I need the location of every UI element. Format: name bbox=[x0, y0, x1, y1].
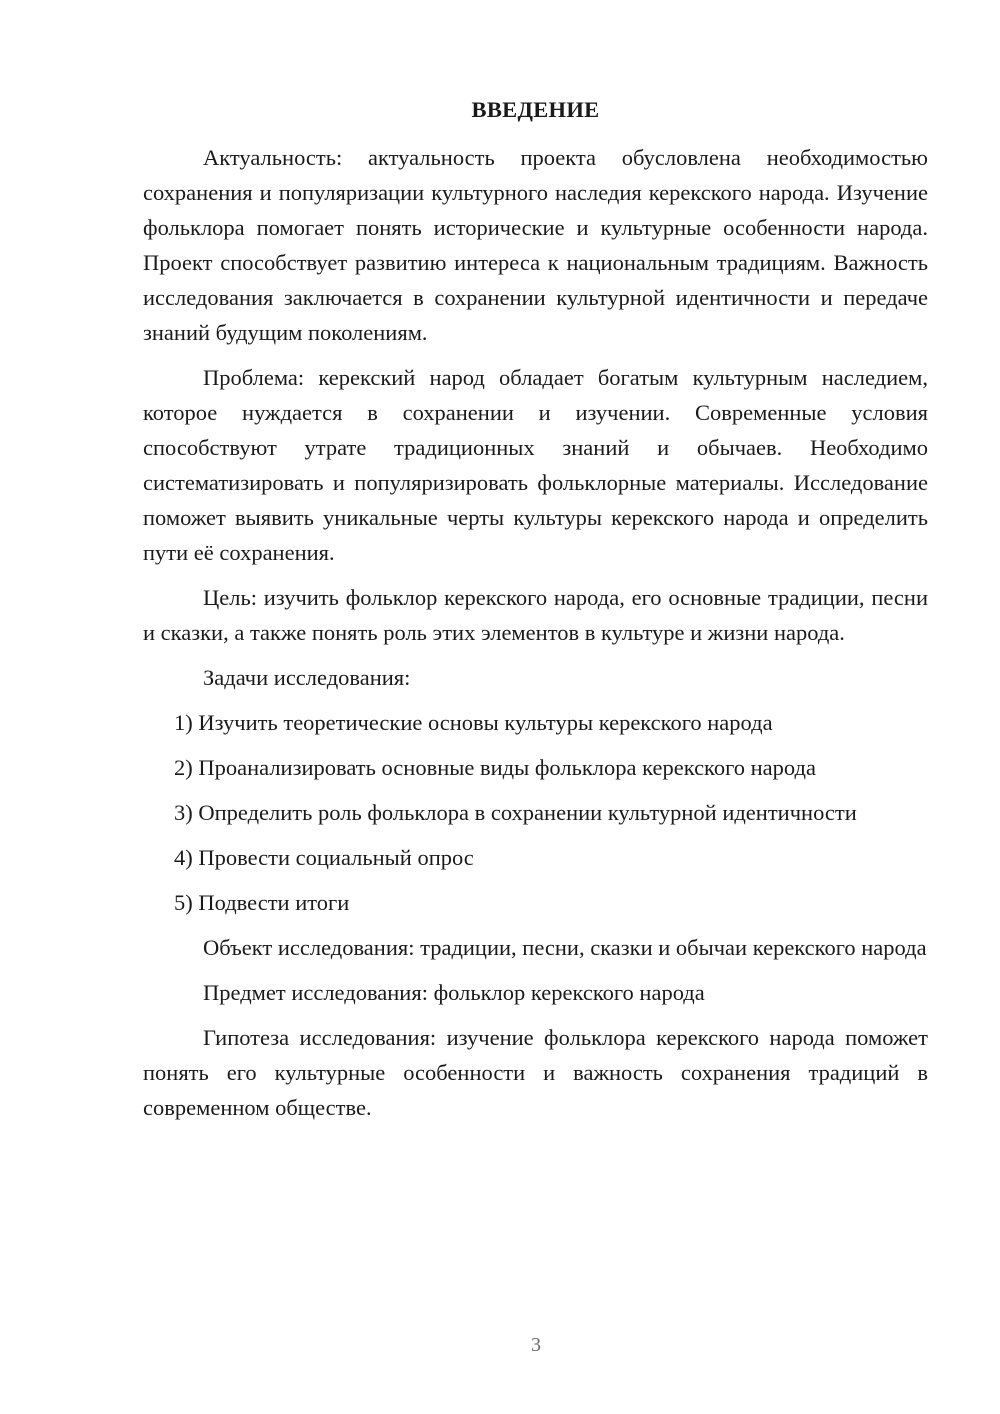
tasks-heading: Задачи исследования: bbox=[203, 665, 411, 690]
page-content bbox=[143, 96, 928, 1135]
page-number: 3 bbox=[531, 1334, 541, 1356]
paragraph-relevance: Актуальность: актуальность проекта обусловлена необходимостью сохранения и популяризации культурного наследия керекского народа. Изучение фольклора помогает понять исторические и культурные особенности народа. Проект способствует развитию интереса к национальным традициям. Важность исследования заключается в сохранении культурной идентичности и передаче знаний будущим поколениям. bbox=[143, 145, 928, 345]
paragraph-goal: Цель: изучить фольклор керекского народа, его основные традиции, песни и сказки, а также понять роль этих элементов в культуре и жизни народа. bbox=[143, 585, 928, 645]
list-item: 5) Подвести итоги bbox=[174, 890, 350, 915]
list-item: 3) Определить роль фольклора в сохранении культурной идентичности bbox=[174, 800, 857, 825]
tasks-list bbox=[143, 705, 928, 920]
list-item: 4) Провести социальный опрос bbox=[174, 845, 474, 870]
paragraph-hypothesis: Гипотеза исследования: изучение фольклора керекского народа поможет понять его культурные особенности и важность сохранения традиций в современном обществе. bbox=[143, 1025, 928, 1120]
paragraph-problem: Проблема: керекский народ обладает богатым культурным наследием, которое нуждается в сохранении и изучении. Современные условия способствуют утрате традиционных знаний и обычаев. Необходимо систематизировать и популяризировать фольклорные материалы. Исследование поможет выявить уникальные черты культуры керекского народа и определить пути её сохранения. bbox=[143, 365, 928, 565]
page-title: ВВЕДЕНИЕ bbox=[471, 97, 600, 122]
list-item: 2) Проанализировать основные виды фольклора керекского народа bbox=[174, 755, 816, 780]
list-item: 1) Изучить теоретические основы культуры керекского народа bbox=[174, 710, 773, 735]
paragraph-object: Объект исследования: традиции, песни, сказки и обычаи керекского народа bbox=[203, 935, 927, 960]
paragraph-subject: Предмет исследования: фольклор керекского народа bbox=[203, 980, 705, 1005]
